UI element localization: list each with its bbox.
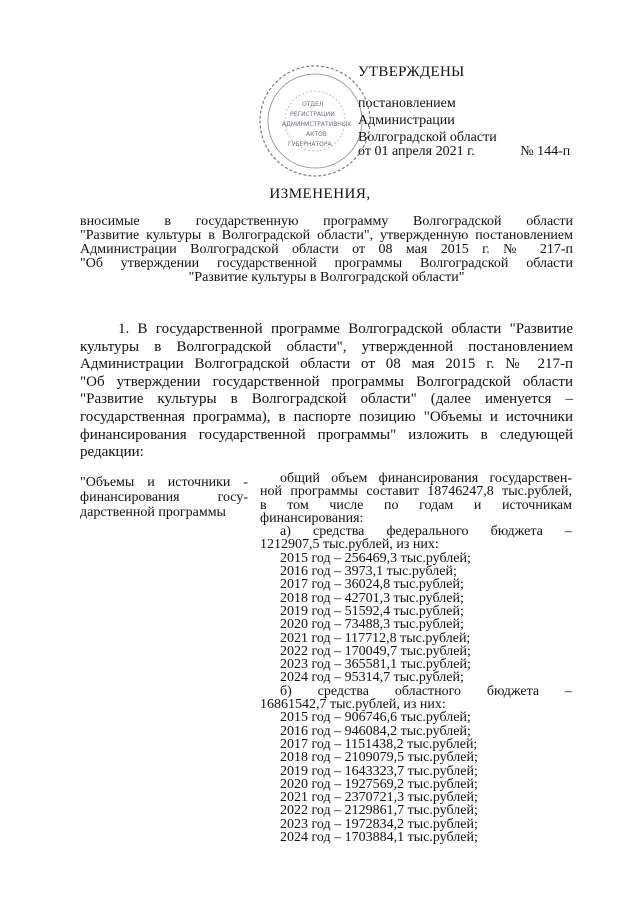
- resolution-date-line: [358, 144, 570, 160]
- administration-text: Администрации: [358, 113, 455, 128]
- regional-year-item: 2018 год – 2109079,5 тыс.рублей;: [280, 750, 478, 766]
- region-text: Волгоградской области: [358, 130, 497, 145]
- federal-year-item: 2016 год – 3973,1 тыс.рублей;: [280, 564, 457, 580]
- document-subtitle: [80, 215, 573, 285]
- approval-block: [358, 64, 497, 146]
- regional-year-item: 2016 год – 946084,2 тыс.рублей;: [280, 723, 471, 739]
- position-name-line: дарственной программы: [80, 505, 226, 520]
- stamp-line-3: АДМИНИСТРАТИВНЫХ: [282, 121, 352, 128]
- by-resolution-text: постановлением: [358, 96, 456, 111]
- financing-intro-line: финансирования:: [260, 510, 364, 526]
- financing-intro-line: ной программы составит 18746247,8 тыс.рублей,: [260, 484, 572, 500]
- subtitle-line: "Развитие культуры в Волгоградской области": [188, 270, 465, 285]
- subtitle-line: "Развитие культуры в Волгоградской области", утвержденную постановлением: [80, 228, 573, 243]
- subtitle-line: "Об утверждении государственной программы Волгоградской области: [80, 256, 573, 271]
- financing-details-cell: [260, 472, 572, 844]
- date-value: 01 апреля 2021 г.: [374, 144, 475, 159]
- financing-intro-line: общий объем финансирования государствен-: [280, 471, 572, 486]
- regional-budget-line: б) средства областного бюджета –: [280, 683, 572, 699]
- federal-year-item: 2022 год – 170049,7 тыс.рублей;: [280, 643, 471, 659]
- federal-year-item: 2018 год – 42701,3 тыс.рублей;: [280, 590, 464, 606]
- stamp-line-4: АКТОВ: [306, 131, 327, 138]
- federal-year-item: 2017 год – 36024,8 тыс.рублей;: [280, 577, 464, 593]
- document-title: ИЗМЕНЕНИЯ,: [269, 186, 371, 202]
- number-label: №: [520, 144, 534, 159]
- stamp-line-5: ГУБЕРНАТОРА: [288, 141, 332, 148]
- regional-year-item: 2021 год – 2370721,3 тыс.рублей;: [280, 790, 478, 806]
- paragraph-line: государственная программа), в паспорте позицию "Объемы и источники: [80, 408, 573, 425]
- paragraph-line: "Развитие культуры в Волгоградской области" (далее именуется –: [80, 391, 573, 408]
- position-name-cell: [80, 475, 248, 520]
- federal-years-list: [260, 552, 572, 685]
- regional-year-item: 2015 год – 906746,6 тыс.рублей;: [280, 710, 471, 726]
- paragraph-line: "Об утверждении государственной программы Волгоградской области: [80, 373, 573, 390]
- subtitle-line: вносимые в государственную программу Волгоградской области: [80, 214, 573, 229]
- federal-year-item: 2015 год – 256469,3 тыс.рублей;: [280, 550, 471, 566]
- federal-year-item: 2020 год – 73488,3 тыс.рублей;: [280, 617, 464, 633]
- registration-stamp: [256, 62, 374, 180]
- regional-year-item: 2024 год – 1703884,1 тыс.рублей;: [280, 830, 478, 846]
- approved-heading: УТВЕРЖДЕНЫ: [358, 64, 465, 80]
- paragraph-line: Администрации Волгоградской области от 08 мая 2015 г. № 217-п: [80, 356, 573, 373]
- federal-year-item: 2019 год – 51592,4 тыс.рублей;: [280, 603, 464, 619]
- date-prefix: от: [358, 144, 371, 159]
- regional-year-item: 2020 год – 1927569,2 тыс.рублей;: [280, 776, 478, 792]
- stamp-line-2: РЕГИСТРАЦИИ: [290, 111, 335, 118]
- regional-budget-line: 16861542,7 тыс.рублей, из них:: [260, 697, 446, 713]
- federal-budget-line: а) средства федерального бюджета –: [280, 524, 572, 540]
- federal-year-item: 2024 год – 95314,7 тыс.рублей;: [280, 670, 464, 686]
- paragraph-1: [80, 321, 573, 462]
- regional-year-item: 2019 год – 1643323,7 тыс.рублей;: [280, 763, 478, 779]
- regional-year-item: 2017 год – 1151438,2 тыс.рублей;: [280, 736, 478, 752]
- position-name-line: "Объемы и источники -: [80, 475, 248, 490]
- regional-year-item: 2023 год – 1972834,2 тыс.рублей;: [280, 816, 478, 832]
- stamp-line-1: ОТДЕЛ: [302, 101, 324, 108]
- paragraph-line: финансирования государственной программы" изложить в следующей: [80, 426, 573, 443]
- number-value: 144-п: [537, 144, 571, 159]
- paragraph-line: 1. В государственной программе Волгоградской области "Развитие: [118, 321, 573, 337]
- regional-years-list: [260, 711, 572, 844]
- federal-year-item: 2023 год – 365581,1 тыс.рублей;: [280, 657, 471, 673]
- federal-year-item: 2021 год – 117712,8 тыс.рублей;: [280, 630, 471, 646]
- paragraph-line: редакции:: [80, 444, 144, 461]
- financing-intro-line: в том числе по годам и источникам: [260, 497, 572, 513]
- regional-year-item: 2022 год – 2129861,7 тыс.рублей;: [280, 803, 478, 819]
- federal-budget-line: 1212907,5 тыс.рублей, из них:: [260, 537, 439, 553]
- position-name-line: финансирования госу-: [80, 490, 248, 505]
- paragraph-line: культуры в Волгоградской области", утвержденной постановлением: [80, 338, 573, 355]
- subtitle-line: Администрации Волгоградской области от 08 мая 2015 г. № 217-п: [80, 242, 573, 257]
